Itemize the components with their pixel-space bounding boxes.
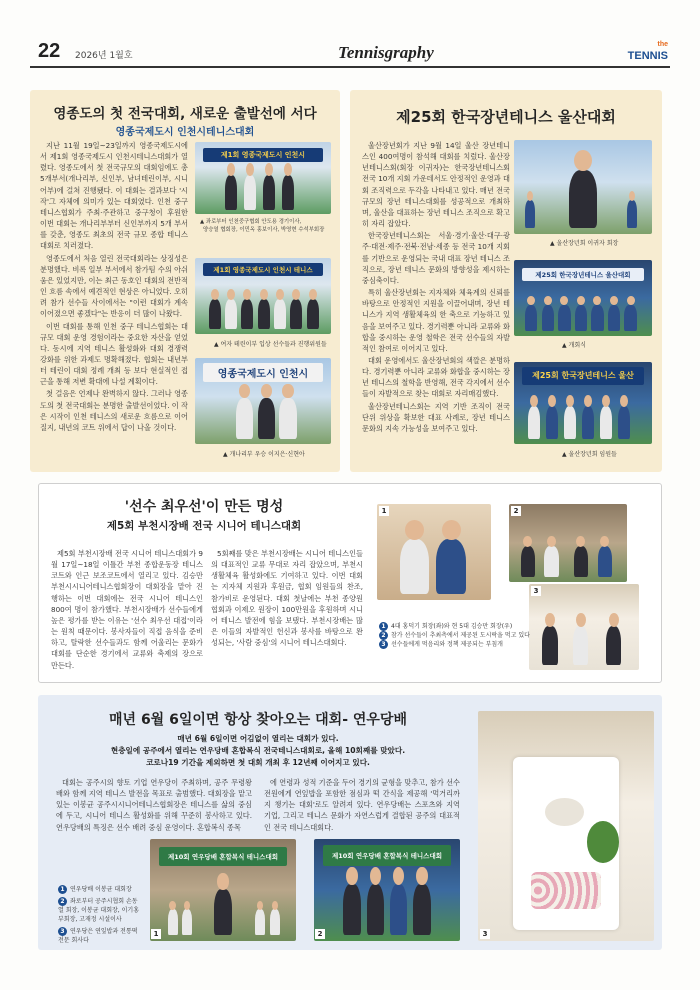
item-number: 3 — [379, 640, 388, 649]
photo-women-winners — [195, 258, 331, 334]
person — [598, 546, 612, 577]
person — [618, 406, 630, 439]
item-text: 좌로부터 공주시협회 손동열 회장, 이봉균 대회장, 이기홍 부회장, 고재정 시설이사 — [58, 898, 139, 923]
person — [214, 889, 232, 935]
article-body — [40, 140, 188, 466]
person — [521, 546, 535, 577]
person — [574, 546, 588, 577]
paragraph: 한국장년테니스회는 서울·경기·울산·대구·광주·대전·제주·전북·전남·세종 등 전국 10개 지회를 기반으로 운영되는 국내 대표 장년 테니스 조직으로, 장년 테니스 문화의 방향성을 제시하는 중심축이다. — [362, 231, 510, 285]
article-title: 매년 6월 6일이면 항상 찾아오는 대회- 연우당배 — [109, 712, 407, 728]
logo-small-text: the — [657, 41, 668, 48]
paragraph: 이번 대회를 통해 인천 중구 테니스협회는 대규모 대회 운영 경험이라는 중요한 자산을 얻었다. 동시에 지역 테니스 활성화와 대회 경쟁력 강화를 위한 과제도 명확해졌다. 협회는 내년부터 테린이 대회 정례 개최 등 보다 현실적인 접근을 통해 저변 확대에 나설 계획이다. — [40, 321, 188, 387]
masthead: Tennisgraphy — [338, 43, 434, 62]
item-number: 2 — [379, 631, 388, 640]
photo-pancakes — [529, 584, 639, 670]
person — [582, 406, 594, 439]
article-body-col1 — [51, 548, 203, 678]
article-subtitle: 제5회 부천시장배 전국 시니어 테니스대회 — [106, 520, 302, 532]
paragraph: 대회는 공주시의 향토 기업 연우당이 주최하며, 공주 무령왕배와 함께 지역 테니스 발전을 목표로 출범했다. 대회장을 맡고 있는 이봉균 공주시시니어테니스협회장은 테니스를 삶의 중심에 두고, 시니어 테니스 활성화를 위해 꾸준히 봉사하고 있다. 연우당배의 특징은 선수 배려 중심 운영이다. 혼합복식 종목 — [56, 778, 252, 832]
photo-bucheon-presidents — [377, 504, 491, 600]
photo-banner: 제10회 연우당배 혼합복식 테니스대회 — [323, 845, 452, 865]
photo-caption: ▲ 울산장년회 임원들 — [562, 451, 617, 458]
list-item — [58, 885, 140, 894]
person — [282, 175, 294, 210]
photo-badge: 1 — [151, 929, 161, 939]
page-header — [30, 38, 670, 68]
list-item — [379, 631, 530, 640]
photo-caption-list — [379, 622, 530, 649]
list-item — [379, 640, 530, 649]
article-ulsan — [350, 90, 662, 472]
photo-tournament-chairman — [150, 839, 296, 941]
person — [525, 200, 535, 228]
paragraph: 울산장년회가 지난 9월 14일 울산 장년테니스인 400여명이 참석해 대회를 치렀다. 울산장년테니스회(회장 이귀자)는 한국장년테니스회 전국 10개 지회 가운데서도 안정적인 운영과 대회 조직력으로 두각을 나타내고 있다. 매년 전국 규모의 장년 테니스대회를 성공적으로 개최하며, 울산을 대표하는 장년 테니스 조직으로 확고히 자리 잡았다. — [362, 141, 510, 229]
person — [225, 299, 237, 329]
list-item — [379, 622, 530, 631]
person — [573, 626, 588, 665]
item-number: 2 — [58, 897, 67, 906]
list-item — [58, 927, 140, 945]
photo-ulsan-officers — [514, 362, 652, 444]
list-item — [58, 897, 140, 924]
article-bucheon — [38, 483, 662, 683]
item-text: 4대 홍덕기 회장(좌)와 현 5대 김승만 회장(우) — [391, 623, 513, 630]
paragraph: 특히 울산장년회는 지자체와 체육계의 신뢰를 바탕으로 안정적인 지원을 이끌어내며, 장년 테니스가 지역 생활체육의 한 축으로 기능하고 있음을 보여주고 있다. 경기력뿐 아니라 교류와 화합을 중시하는 운영 철학은 전국 선수들의 자발적인 참여로 이어지고 있다. — [362, 288, 510, 353]
person — [270, 909, 280, 935]
person — [244, 175, 256, 210]
person — [542, 626, 557, 665]
photo-badge: 2 — [315, 929, 325, 939]
page-number: 22 — [38, 40, 61, 62]
article-body-col1 — [56, 777, 252, 835]
person — [279, 398, 297, 439]
person — [436, 539, 466, 595]
person — [600, 406, 612, 439]
article-title: 제25회 한국장년테니스 울산대회 — [396, 108, 616, 126]
person — [258, 299, 270, 329]
person — [542, 305, 554, 332]
paragraph: 5회째를 맞은 부천시장배는 시니어 테니스인들의 대표적인 교류 무대로 자리 잡았으며, 부천시 생활체육 활성화에도 기여하고 있다. 이번 대회는 지자체 지원과 후원금, 협회 임원들의 찬조, 참가비로 운영된다. 대회 첫날에는 부천 종양원협회과 이제오 원장이 100만원을 후원하며 시니어 테니스 발전에 힘을 보탰다. 부천시장배는 많은 이들의 자발적인 헌신과 봉사를 바탕으로 완성되는, '사람 중심'의 시니어 테니스대회다. — [211, 549, 363, 648]
item-text: 연우당배 이봉균 대회장 — [70, 886, 132, 893]
person — [258, 398, 276, 439]
photo-gaenari-winners — [195, 358, 331, 444]
person — [627, 200, 637, 228]
person — [591, 305, 603, 332]
person — [564, 406, 576, 439]
person — [290, 299, 302, 329]
item-text: 연우당은 연잎밥과 전통떡 전문 회사다 — [58, 928, 138, 944]
photo-officials — [195, 142, 331, 214]
paragraph: 에 연령과 성적 기준을 두어 경기의 균형을 맞추고, 참가 선수 전원에게 연잎밥을 포함한 점심과 떡 간식을 제공해 '먹거리까지 챙기는 대회'로도 알려져 있다. 연우당배는 스포츠와 지역 기업, 그리고 테니스 문화가 자연스럽게 결합된 공주의 대표적인 전국 테니스대회다. — [264, 778, 460, 832]
photo-caption-list — [58, 885, 140, 945]
paragraph: 대회 운영에서도 울산장년회의 색깔은 분명하다. 경기력뿐 아니라 교류와 화합을 중시하는 장년 테니스의 철학을 반영해, 전국 각지에서 선수들이 자발적으로 찾는 대회로 자리매김했다. — [362, 355, 510, 399]
paragraph: 제5회 부천시장배 전국 시니어 테니스대회가 9월 17일~18일 이틀간 부천 종합운동장 테니스코트와 인근 보조코트에서 열리고 있다. 김승만 부천시시니어테니스협회장이 대회장을 맡아 진행하는 이번 대회에는 전국 시니어 테니스인 800여 명이 참가했다. 부천시장배가 선수들에게 높은 평가를 받는 이유는 '선수 최우선 대접'이라는 원칙 때문이다. 봉사자들이 직접 음식을 준비하고, 탈락한 선수들과도 함께 어울리는 문화가 대회를 단순한 경기에서 교류와 축제의 장으로 만든다. — [51, 549, 203, 670]
photo-ulsan-president — [514, 140, 652, 234]
person — [525, 305, 537, 332]
article-body-col2 — [264, 777, 460, 835]
photo-officials-group — [314, 839, 460, 941]
photo-opening-ceremony — [514, 260, 652, 336]
photo-caption: ▲ 좌로부터 인천중구협회 안도용 경기이사, — [200, 219, 302, 225]
person — [624, 305, 636, 332]
person — [390, 884, 408, 935]
photo-caption: ▲ 울산장년회 이귀자 회장 — [550, 240, 619, 247]
person — [307, 299, 319, 329]
person — [236, 398, 254, 439]
person — [168, 909, 178, 935]
person — [263, 175, 275, 210]
person — [255, 909, 265, 935]
leaf-garnish — [587, 821, 619, 862]
person — [343, 884, 361, 935]
article-subtitle: 영종국제도시 인천시테니스대회 — [115, 127, 255, 138]
lead-line: 코로나19 기간을 제외하면 첫 대회 개최 후 12년째 이어지고 있다. — [146, 758, 370, 767]
article-title: 영종도의 첫 전국대회, 새로운 출발선에 서다 — [53, 106, 317, 122]
article-yeonwoodang — [38, 695, 662, 950]
paragraph: 영종도에서 처음 열린 전국대회라는 상징성은 분명했다. 비록 일부 부서에서 참가팀 수의 아쉬움은 있었지만, 이는 최근 동호인 대회의 전반적인 흐름 속에서 예견적인 현상은 아니었다. 오히려 참가 선수들 사이에서는 "이런 대회가 계속 이어졌으면 좋겠다"는 반응이 더 많이 나왔다. — [40, 253, 188, 319]
photo-banner: 제1회 영종국제도시 인천시 테니스 — [203, 263, 323, 277]
photo-caption: 양승열 협회장, 이민옥 홍보이사, 박영현 수석부회장 — [203, 227, 325, 233]
photo-caption: ▲ 개회식 — [562, 342, 586, 349]
rice-cake-plate — [531, 872, 601, 909]
photo-badge: 3 — [480, 929, 490, 939]
paragraph: 지난 11월 19일~23일까지 영종국제도시에서 제1회 영종국제도시 인천시테니스대회가 열렸다. 영종도에서 첫 전국규모의 대회임에도 총 5개부서(개나리부, 신인부, 남녀테린이부, 시니어부)에 걸쳐 진행됐다. 이 대회는 결과보다 '시작'그 자체에 의미가 있는 대회였다. 인천 중구 테니스협회가 주최·주관하고 중구청이 후원한 이번 대회는 개나리부부터 신인부까지 5개 부서를 갖춘, 영종도 최초의 전국 규모 종합 테니스대회로 치러졌다. — [40, 141, 188, 251]
paragraph: 첫 걸음은 언제나 완벽하지 않다. 그러나 영종도의 첫 전국대회는 분명한 출발선이었다. 이 작은 시작이 인천 테니스의 새로운 흐름으로 이어질지, 내년의 코트 위에서 답이 나올 것이다. — [40, 389, 188, 432]
photo-badge: 3 — [531, 586, 541, 596]
item-text: 참가 선수들이 추최측에서 제공된 도시락을 먹고 있다 — [391, 632, 530, 639]
paragraph: 울산장년테니스회는 지역 기반 조직이 전국 단위 위상을 확보한 대표 사례로, 장년 테니스 문화의 지속 가능성을 보여주고 있다. — [362, 401, 510, 433]
person — [546, 406, 558, 439]
item-number: 1 — [379, 622, 388, 631]
photo-rice-cakes — [478, 711, 654, 941]
person — [241, 299, 253, 329]
article-body-col2 — [211, 548, 363, 678]
person — [274, 299, 286, 329]
person — [608, 305, 620, 332]
person — [413, 884, 431, 935]
photo-lunch — [509, 504, 627, 582]
photo-banner: 영종국제도시 인천시 — [203, 363, 323, 382]
photo-banner: 제25회 한국장년테니스 울산 — [522, 367, 643, 385]
person — [606, 626, 621, 665]
photo-banner: 제1회 영종국제도시 인천시 — [203, 148, 323, 162]
person — [569, 170, 597, 228]
article-yeongjong — [30, 90, 340, 472]
article-title: '선수 최우선'이 만든 명성 — [124, 499, 284, 515]
logo-word: TENNIS — [627, 50, 668, 62]
photo-badge: 1 — [379, 506, 389, 516]
person — [225, 175, 237, 210]
photo-caption: ▲ 여자 테린이부 입상 선수들과 진행위원들 — [214, 341, 327, 348]
item-number: 1 — [58, 885, 67, 894]
item-number: 3 — [58, 927, 67, 936]
person — [575, 305, 587, 332]
photo-banner: 제10회 연우당배 혼합복식 테니스대회 — [159, 847, 288, 865]
person — [528, 406, 540, 439]
food-plate — [545, 798, 584, 826]
lead-line: 매년 6월 6일이면 어김없이 열리는 대회가 있다. — [177, 734, 339, 743]
issue-date: 2026년 1월호 — [75, 51, 133, 61]
person — [182, 909, 192, 935]
photo-badge: 2 — [511, 506, 521, 516]
lead-line: 현충일에 공주에서 열리는 연우당배 혼합복식 전국테니스대회로, 올해 10회째를 맞았다. — [110, 746, 406, 755]
person — [558, 305, 570, 332]
photo-caption: ▲ 개나리부 우승 이지은·신현아 — [223, 451, 305, 458]
photo-banner: 제25회 한국장년테니스 울산대회 — [522, 268, 643, 282]
item-text: 선수들에게 먹음리와 정책 제공되는 부침개 — [391, 641, 503, 648]
person — [544, 546, 558, 577]
person — [367, 884, 385, 935]
person — [400, 539, 430, 595]
person — [209, 299, 221, 329]
article-body — [362, 140, 510, 466]
